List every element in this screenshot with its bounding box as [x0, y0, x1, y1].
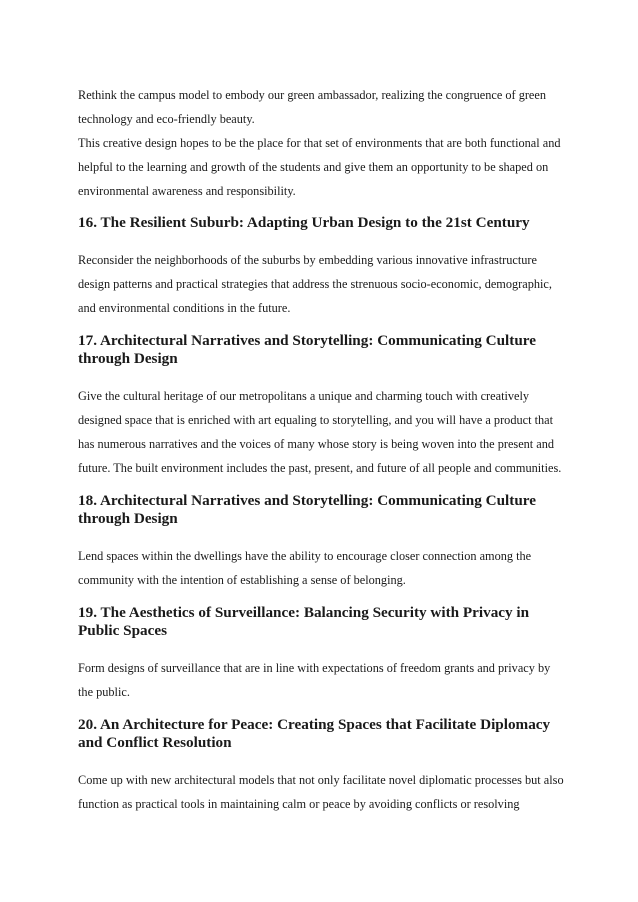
section-20 — [78, 716, 568, 816]
section-body: Lend spaces within the dwellings have the ability to encourage closer connection among the community with the intention of establishing a sense of belonging. — [78, 549, 532, 587]
section-16 — [78, 214, 568, 320]
section-body: Form designs of surveillance that are in line with expectations of freedom grants and privacy by the public. — [78, 661, 551, 699]
section-17 — [78, 332, 568, 480]
intro-paragraph-campus: Rethink the campus model to embody our green ambassador, realizing the congruence of green technology and eco-friendly beauty. — [78, 88, 546, 126]
section-19 — [78, 604, 568, 704]
intro-paragraph-creative-design: This creative design hopes to be the place for that set of environments that are both functional and helpful to the learning and growth of the students and give them an opportunity to be shaped on environmental awareness and responsibility. — [78, 136, 561, 198]
section-heading: 20. An Architecture for Peace: Creating Spaces that Facilitate Diplomacy and Conflict Resolution — [78, 716, 551, 751]
section-heading: 18. Architectural Narratives and Storytelling: Communicating Culture through Design — [78, 492, 536, 527]
section-heading: 16. The Resilient Suburb: Adapting Urban Design to the 21st Century — [78, 214, 530, 231]
document-page — [78, 83, 568, 816]
section-body: Come up with new architectural models that not only facilitate novel diplomatic processes but also function as practical tools in maintaining calm or peace by avoiding conflicts or resolving — [78, 773, 564, 811]
section-body: Give the cultural heritage of our metropolitans a unique and charming touch with creatively designed space that is enriched with art equaling to storytelling, and you will have a product that has numerous narratives and the voices of many whose story is being woven into the present and future. The built environment includes the past, present, and future of all people and communities. — [78, 389, 562, 475]
intro-section — [78, 83, 568, 203]
section-body: Reconsider the neighborhoods of the suburbs by embedding various innovative infrastructure design patterns and practical strategies that address the strenuous socio-economic, demographic, and environmental conditions in the future. — [78, 253, 552, 315]
section-heading: 17. Architectural Narratives and Storytelling: Communicating Culture through Design — [78, 332, 536, 367]
section-18 — [78, 492, 568, 592]
section-heading: 19. The Aesthetics of Surveillance: Balancing Security with Privacy in Public Spaces — [78, 604, 530, 639]
